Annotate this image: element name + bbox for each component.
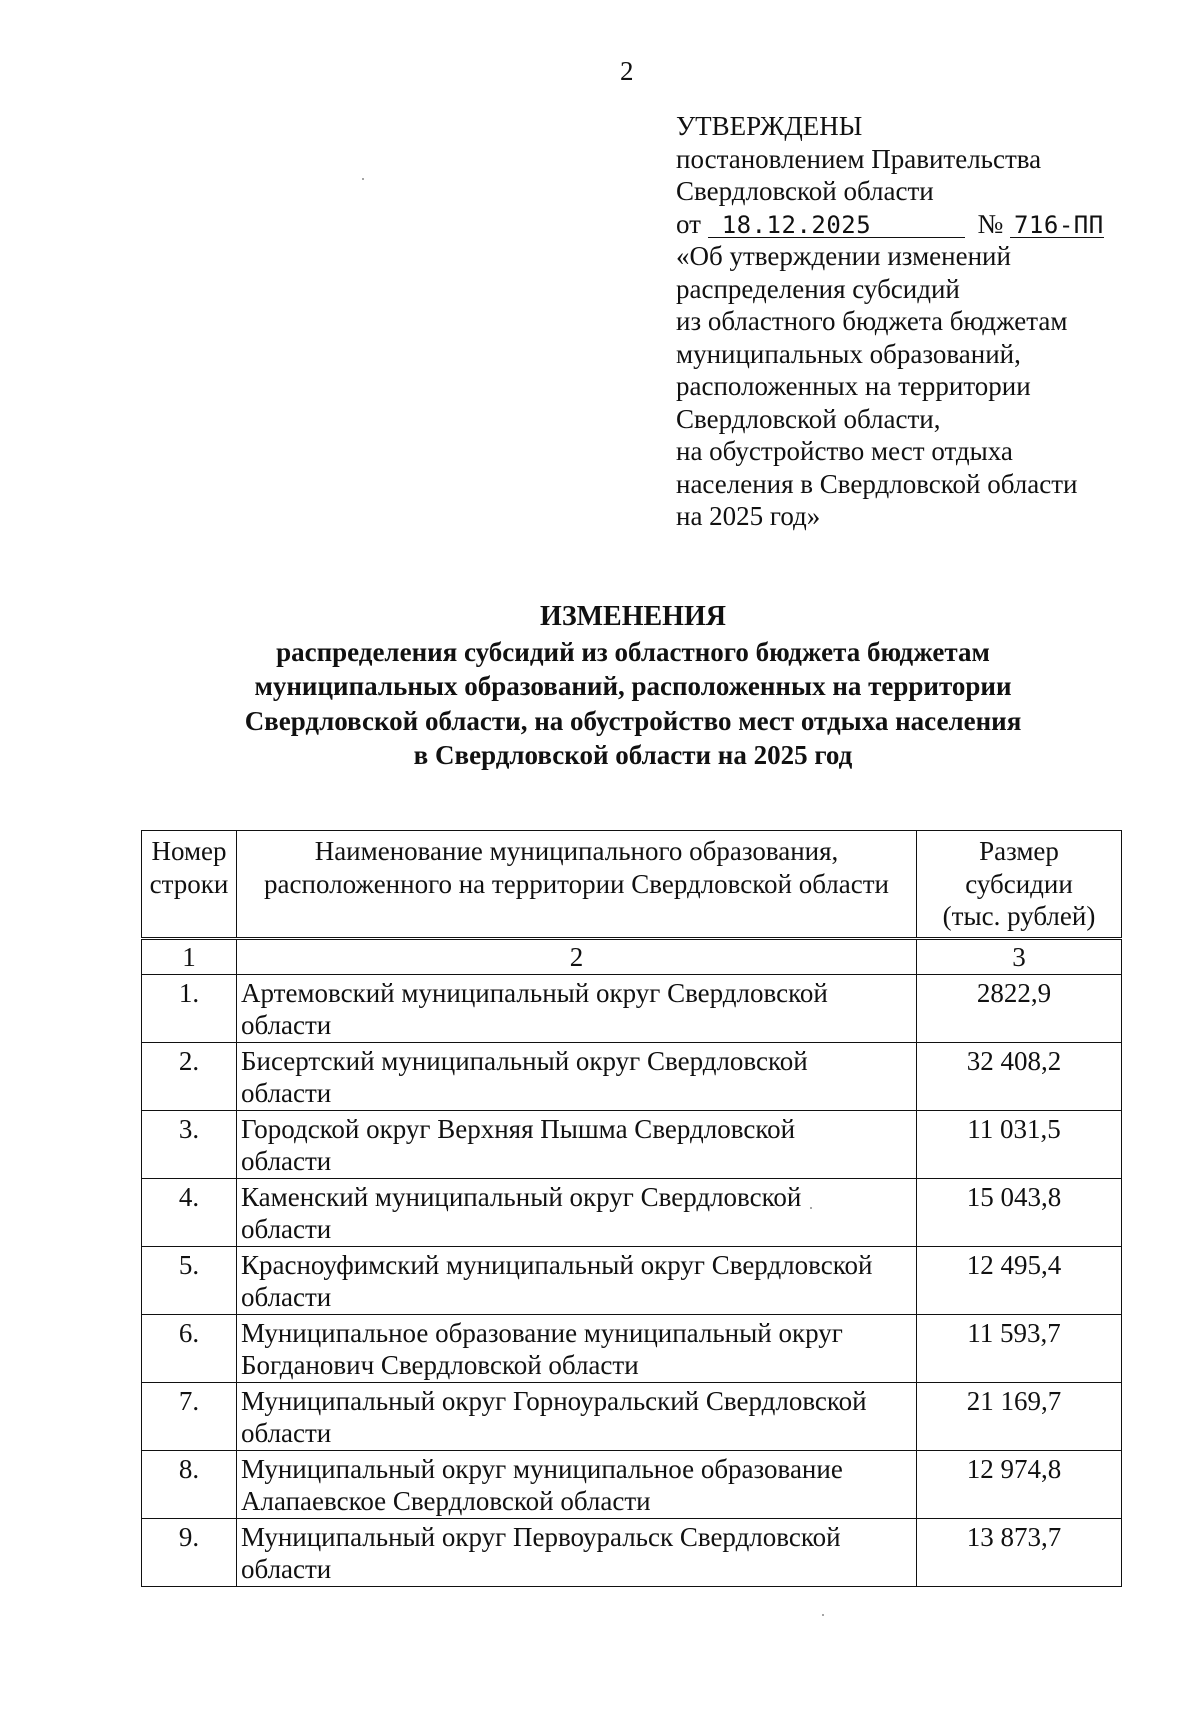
row-number: 9. [142,1518,237,1586]
municipality-name-line: Артемовский муниципальный округ Свердловской [241,977,828,1008]
header-text: Наименование муниципального образования, [314,836,839,866]
municipality-name-line: Городской округ Верхняя Пышма Свердловской [241,1113,796,1144]
header-text: субсидии [965,868,1073,899]
approval-number: 716-ПП [1010,213,1104,238]
subsidy-amount: 21 169,7 [917,1382,1122,1450]
row-number: 2. [142,1042,237,1110]
header-municipality-name [237,831,917,939]
approval-stamp [676,110,1146,533]
approval-date: 18.12.2025 [708,213,965,238]
table-row [142,1246,1122,1314]
date-prefix: от [676,208,701,239]
title-subtitle-line: муниципальных образований, расположенных на территории [254,671,1012,701]
municipality-name [237,1246,917,1314]
column-number: 1 [142,938,237,974]
row-number: 5. [142,1246,237,1314]
municipality-name-line: Каменский муниципальный округ Свердловской [241,1181,802,1212]
municipality-name [237,1382,917,1450]
table-row [142,1518,1122,1586]
table-header-row [142,831,1122,939]
header-subsidy-amount [917,831,1122,939]
subsidy-amount: 15 043,8 [917,1178,1122,1246]
municipality-name-line: Алапаевское Свердловской области [241,1486,651,1516]
subsidy-amount: 11 593,7 [917,1314,1122,1382]
municipality-name-line: области [241,1078,332,1108]
table-row [142,1450,1122,1518]
row-number: 3. [142,1110,237,1178]
subsidies-table [141,830,1122,1587]
title-subtitle-line: в Свердловской области на 2025 год [413,740,853,770]
subsidy-amount: 2822,9 [917,974,1122,1042]
header-text: Номер [151,836,227,866]
municipality-name [237,1314,917,1382]
approval-subject-line: населения в Свердловской области [676,468,1078,499]
municipality-name-line: Богданович Свердловской области [241,1350,639,1380]
municipality-name [237,1110,917,1178]
approval-subject-line: из областного бюджета бюджетам [676,306,1068,336]
approval-subject-line: распределения субсидий [676,273,960,304]
municipality-name-line: Муниципальный округ Первоуральск Свердловской [241,1521,841,1552]
row-number: 8. [142,1450,237,1518]
subsidy-amount: 32 408,2 [917,1042,1122,1110]
municipality-name [237,1178,917,1246]
municipality-name-line: Бисертский муниципальный округ Свердловской [241,1045,808,1076]
municipality-name-line: области [241,1214,332,1244]
column-number: 3 [917,938,1122,974]
page-number: 2 [620,56,634,86]
title-subtitle-line: Свердловской области, на обустройство мест отдыха населения [244,705,1022,736]
approval-subject-line: Свердловской области, [676,403,941,434]
approval-line: Свердловской области [676,176,934,206]
municipality-name-line: Муниципальный округ Горноуральский Свердловской [241,1385,867,1416]
row-number: 6. [142,1314,237,1382]
header-text: строки [149,868,229,899]
municipality-name [237,1450,917,1518]
subsidy-amount: 13 873,7 [917,1518,1122,1586]
subsidy-amount: 12 974,8 [917,1450,1122,1518]
approval-date-line [676,208,1146,241]
approval-subject-line: на 2025 год» [676,501,821,531]
approval-subject-line: расположенных на территории [676,371,1031,401]
municipality-name [237,1042,917,1110]
number-prefix: № [977,208,1004,239]
subsidy-amount: 11 031,5 [917,1110,1122,1178]
approval-subject-line: на обустройство мест отдыха [676,436,1013,466]
municipality-name-line: области [241,1010,332,1040]
table-row [142,1110,1122,1178]
municipality-name-line: Красноуфимский муниципальный округ Свердловской [241,1249,873,1280]
header-row-number [142,831,237,939]
row-number: 7. [142,1382,237,1450]
header-text: расположенного на территории Свердловской области [264,868,889,899]
table-row [142,1314,1122,1382]
row-number: 4. [142,1178,237,1246]
table-row [142,1178,1122,1246]
approval-subject-line: «Об утверждении изменений [676,241,1011,271]
municipality-name-line: Муниципальный округ муниципальное образование [241,1453,843,1484]
title-subtitle-line: распределения субсидий из областного бюджета бюджетам [276,636,990,667]
title-main: ИЗМЕНЕНИЯ [540,601,726,632]
table-row [142,1042,1122,1110]
municipality-name-line: области [241,1554,332,1584]
column-number-row [142,938,1122,974]
approval-line: постановлением Правительства [676,143,1042,174]
header-text: Размер [979,836,1059,866]
scan-speck [822,1614,824,1616]
municipality-name-line: области [241,1146,332,1176]
row-number: 1. [142,974,237,1042]
municipality-name-line: области [241,1282,332,1312]
document-title [100,600,1166,773]
subsidy-amount: 12 495,4 [917,1246,1122,1314]
scan-speck [810,1207,812,1209]
column-number: 2 [237,938,917,974]
municipality-name [237,1518,917,1586]
approval-heading: УТВЕРЖДЕНЫ [676,111,863,141]
table-row [142,974,1122,1042]
municipality-name-line: области [241,1418,332,1448]
municipality-name-line: Муниципальное образование муниципальный округ [241,1317,843,1348]
scan-speck [362,178,364,180]
table-row [142,1382,1122,1450]
approval-subject-line: муниципальных образований, [676,338,1021,369]
municipality-name [237,974,917,1042]
header-text: (тыс. рублей) [942,901,1096,931]
